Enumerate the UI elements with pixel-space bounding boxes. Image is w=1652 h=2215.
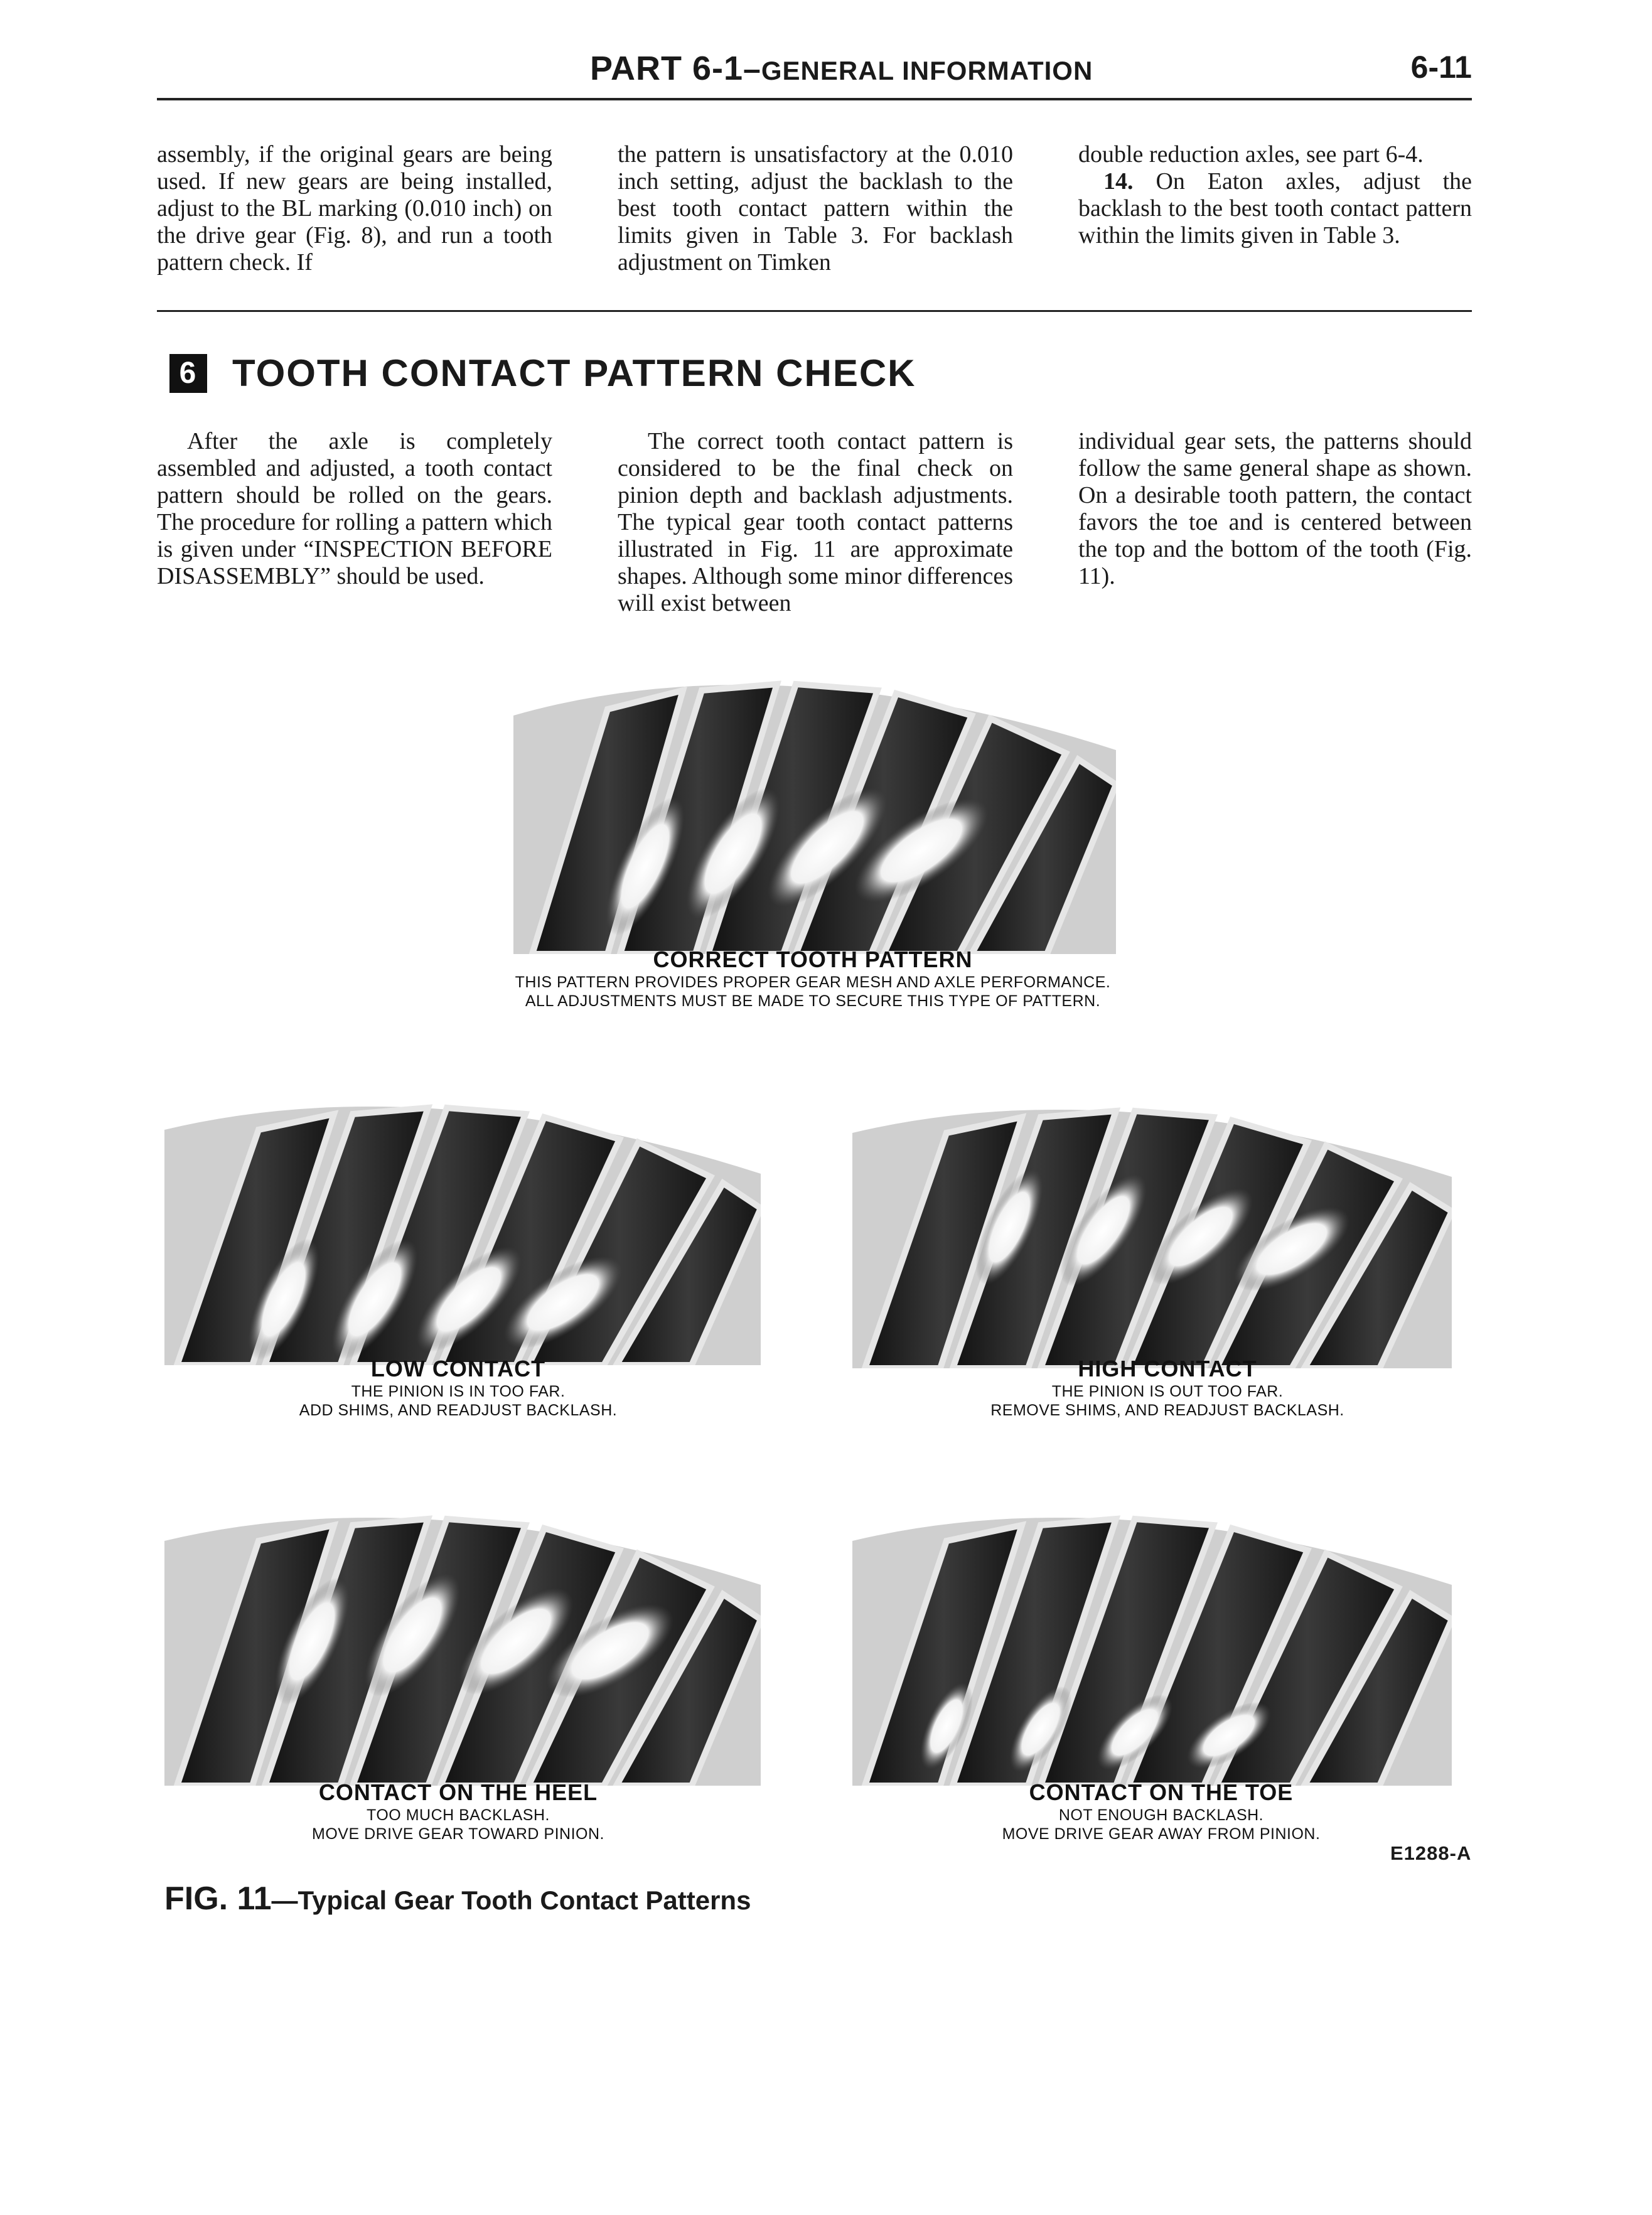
top-column-3 [1078, 141, 1472, 249]
gear-illustration [852, 1070, 1452, 1368]
paragraph: the pattern is unsatisfactory at the 0.010 inch setting, adjust the backlash to the best tooth contact pattern within the limits given in Table 3. For backlash adjustment on Timken [618, 141, 1013, 276]
gear-photo-contact-heel [164, 1478, 761, 1786]
figure-caption-text: Typical Gear Tooth Contact Patterns [298, 1885, 751, 1915]
paragraph: The correct tooth contact pattern is considered to be the final check on pinion depth and backlash adjustments. The typical gear tooth contact patterns illustrated in Fig. 11 are approximate shapes. Although some minor differences will exist between [618, 428, 1013, 616]
caption-line: REMOVE SHIMS, AND READJUST BACKLASH. [990, 1402, 1344, 1419]
caption-title: CONTACT ON THE HEEL [318, 1779, 598, 1805]
paragraph: assembly, if the original gears are being used. If new gears are being installed, adjust to the BL marking (0.010 inch) on the drive gear (Fig. 8), and run a tooth pattern check. If [157, 141, 552, 276]
gear-photo-low-contact [164, 1067, 761, 1365]
gear-photo-correct [513, 640, 1116, 954]
header-rule [157, 98, 1472, 100]
item-number: 14. [1103, 168, 1134, 195]
part-label: PART 6-1 [590, 50, 744, 87]
caption-title: LOW CONTACT [370, 1356, 546, 1381]
gear-illustration [164, 1067, 761, 1365]
section-title: TOOTH CONTACT PATTERN CHECK [232, 352, 916, 394]
gear-illustration [164, 1478, 761, 1786]
figure-caption: FIG. 11—Typical Gear Tooth Contact Patterns [164, 1880, 751, 1917]
part-title: GENERAL INFORMATION [761, 56, 1093, 85]
caption-contact-heel [251, 1779, 665, 1843]
paragraph: After the axle is completely assembled and adjusted, a tooth contact pattern should be rolled on the gears. The procedure for rolling a pattern which is given under “INSPECTION BEFORE DISASSEMBLY” should be used. [157, 428, 552, 589]
paragraph: individual gear sets, the patterns should follow the same general shape as shown. On a desirable tooth pattern, the contact favors the toe and is centered between the top and the bottom of the tooth (Fig. 11). [1078, 428, 1472, 589]
paragraph: double reduction axles, see part 6-4. [1078, 141, 1424, 168]
top-column-2 [618, 141, 1013, 276]
page-header [157, 49, 1472, 99]
section-rule [157, 310, 1472, 312]
caption-line: MOVE DRIVE GEAR TOWARD PINION. [312, 1825, 604, 1843]
caption-line: ADD SHIMS, AND READJUST BACKLASH. [299, 1402, 618, 1419]
section-column-2 [618, 428, 1013, 617]
caption-line: THIS PATTERN PROVIDES PROPER GEAR MESH AND AXLE PERFORMANCE. [515, 973, 1111, 991]
gear-photo-contact-toe [852, 1478, 1452, 1786]
caption-line: ALL ADJUSTMENTS MUST BE MADE TO SECURE THIS TYPE OF PATTERN. [525, 992, 1101, 1010]
section-heading [169, 351, 916, 395]
figure-number: FIG. 11 [164, 1880, 272, 1917]
caption-line: THE PINION IS OUT TOO FAR. [1051, 1383, 1284, 1400]
caption-line: MOVE DRIVE GEAR AWAY FROM PINION. [1002, 1825, 1321, 1843]
figure-code: E1288-A [1390, 1842, 1472, 1864]
caption-title: CONTACT ON THE TOE [1029, 1779, 1294, 1805]
gear-photo-high-contact [852, 1070, 1452, 1368]
caption-correct [496, 947, 1130, 1011]
gear-illustration [513, 640, 1116, 954]
caption-contact-toe [941, 1779, 1381, 1843]
caption-title: HIGH CONTACT [1078, 1356, 1257, 1381]
caption-line: TOO MUCH BACKLASH. [367, 1806, 550, 1824]
top-column-1 [157, 141, 552, 276]
paragraph [1078, 168, 1472, 249]
part-heading: PART 6-1–GENERAL INFORMATION [590, 50, 1093, 87]
caption-low-contact [251, 1356, 665, 1420]
caption-title: CORRECT TOOTH PATTERN [653, 947, 973, 972]
caption-line: THE PINION IS IN TOO FAR. [351, 1383, 566, 1400]
caption-line: NOT ENOUGH BACKLASH. [1058, 1806, 1264, 1824]
item-text: On Eaton axles, adjust the backlash to the best tooth contact pattern within the limits given in Table 3. [1078, 168, 1472, 249]
section-number-badge: 6 [169, 354, 207, 393]
section-column-1 [157, 428, 552, 590]
gear-illustration [852, 1478, 1452, 1786]
caption-high-contact [941, 1356, 1393, 1420]
section-column-3 [1078, 428, 1472, 590]
page-number: 6-11 [1410, 50, 1472, 85]
